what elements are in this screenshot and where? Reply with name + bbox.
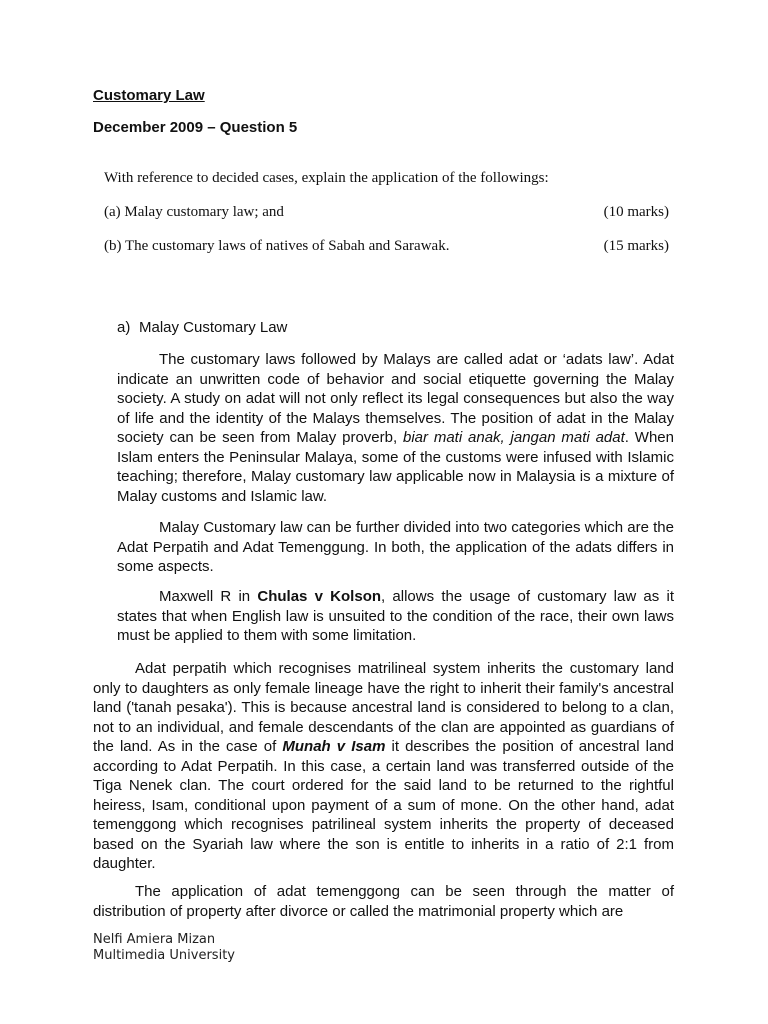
paragraph-adat-perpatih [93, 659, 674, 874]
question-intro: With reference to decided cases, explain the application of the followings: [104, 170, 549, 186]
question-item-text: (a) Malay customary law; and [104, 204, 284, 220]
document-title: Customary Law [93, 87, 205, 104]
document-subtitle: December 2009 – Question 5 [93, 119, 298, 136]
question-item-marks: (15 marks) [603, 238, 669, 254]
footer-author: Nelfi Amiera Mizan [93, 932, 216, 947]
case-name: Chulas v Kolson [257, 588, 382, 605]
paragraph-text: it describes the position of ancestral land according to Adat Perpatih. In this case, a certain land was transferred outside of the Tiga Nenek clan. The court ordered for the said land to be returned to the rightful heiress, Isam, conditional upon payment of a sum of mone. On the other hand, adat temenggong which recognises patrilineal system inherits the property of deceased based on the Syariah law where the son is entitle to inherits in a ratio of 2:1 from daughter. [93, 738, 675, 872]
question-item-a [104, 204, 669, 222]
section-letter: a) [117, 319, 131, 336]
paragraph-text: The application of adat temenggong can be seen through the matter of distribution of property after divorce or called the matrimonial property which are [93, 883, 674, 920]
paragraph-text: Malay Customary law can be further divided into two categories which are the Adat Perpatih and Adat Temenggung. In both, the application of the adats differs in some aspects. [117, 519, 674, 575]
paragraph-chulas-case [117, 587, 674, 646]
paragraph-adat-temenggong [93, 882, 674, 921]
paragraph-text: Maxwell R in [159, 588, 258, 605]
paragraph-text: The customary laws followed by Malays are called adat or ‘adats law’. Adat indicate an unwritten code of behavior and social etiquette governing the Malay society. A study on adat will not only reflect its legal consequences but also the way of life and the identity of the Malays themselves. The position of adat in the Malay society can be seen from Malay proverb, [117, 351, 674, 446]
paragraph-adat-categories [117, 518, 674, 577]
proverb-text: biar mati anak, jangan mati adat [402, 429, 625, 446]
question-item-b [104, 238, 669, 256]
section-title: Malay Customary Law [139, 319, 288, 336]
question-box [104, 170, 669, 272]
case-name: Munah v Isam [282, 738, 386, 755]
question-item-text: (b) The customary laws of natives of Sabah and Sarawak. [104, 238, 450, 254]
paragraph-text: . When Islam enters the Peninsular Malaya, some of the customs were infused with Islamic teaching; therefore, Malay customary law applicable now in Malaysia is a mixture of Malay customs and Islamic law. [117, 429, 674, 505]
paragraph-text: , allows the usage of customary law as it states that when English law is unsuited to the condition of the race, their own laws must be applied to them with some limitation. [117, 588, 674, 644]
footer-institution: Multimedia University [93, 948, 235, 963]
section-heading [117, 319, 287, 336]
paragraph-text: Adat perpatih which recognises matrilineal system inherits the customary land only to daughters as only female lineage have the right to inherit their family's ancestral land ('tanah pesaka'). This is because ancestral land is considered to belong to a clan, not to an individual, and female descendants of the clan are appointed as guardians of the land. As in the case of [93, 660, 674, 755]
paragraph-adat-definition [117, 350, 674, 506]
question-item-marks: (10 marks) [603, 204, 669, 220]
page-footer [93, 932, 235, 964]
